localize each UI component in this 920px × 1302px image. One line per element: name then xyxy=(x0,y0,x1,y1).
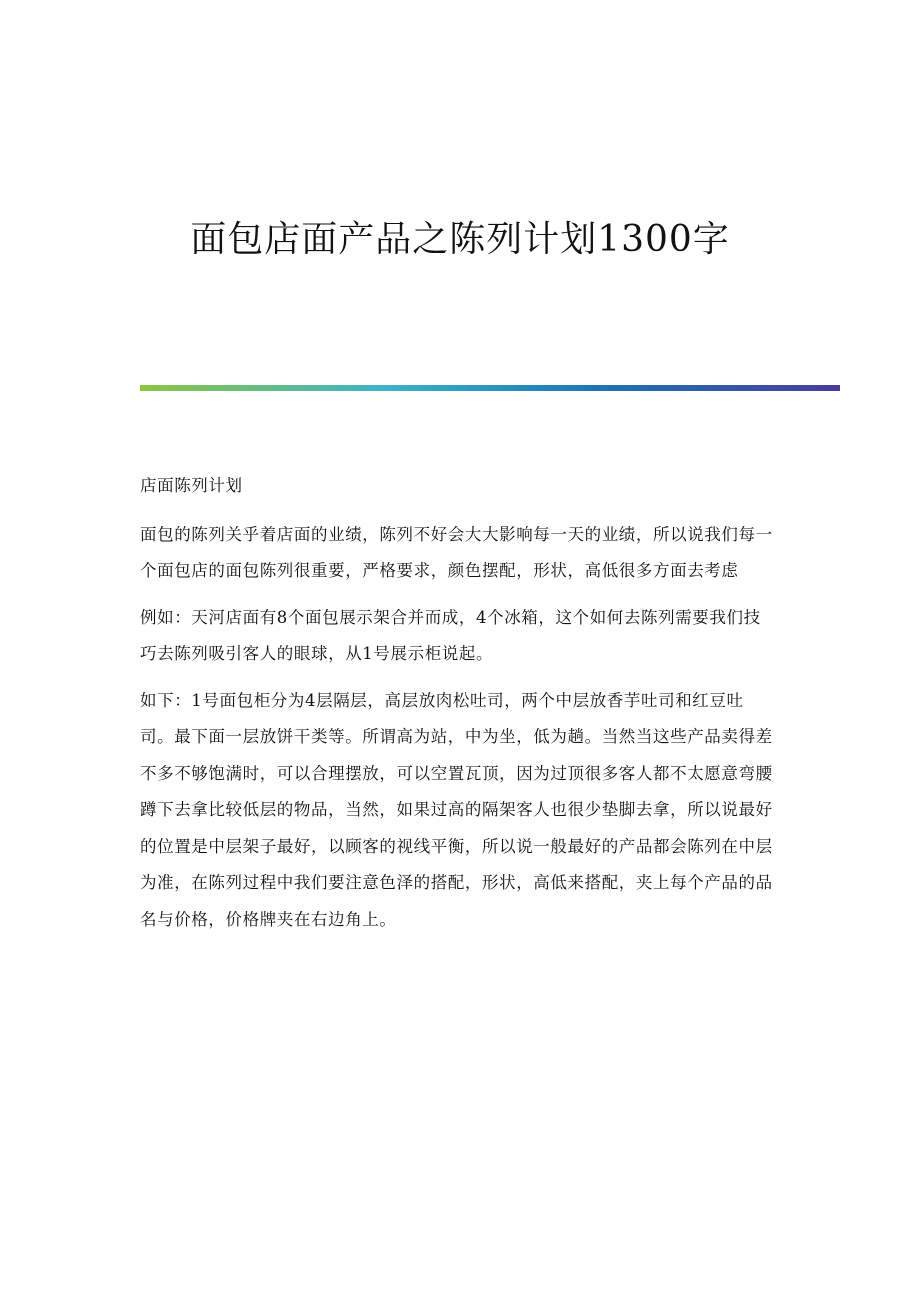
title-divider xyxy=(140,385,840,391)
section-heading: 店面陈列计划 xyxy=(140,476,243,495)
document-body xyxy=(140,468,776,948)
paragraph-intro: 面包的陈列关乎着店面的业绩，陈列不好会大大影响每一天的业绩，所以说我们每一个面包店的面包陈列很重要，严格要求，颜色摆配，形状，高低很多方面去考虑 xyxy=(140,524,773,580)
paragraph-example: 例如：天河店面有8个面包展示架合并而成，4个冰箱，这个如何去陈列需要我们技巧去陈列吸引客人的眼球，从1号展示柜说起。 xyxy=(140,607,761,663)
document-title: 面包店面产品之陈列计划1300字 xyxy=(190,219,730,260)
paragraph-details: 如下：1号面包柜分为4层隔层，高层放肉松吐司，两个中层放香芋吐司和红豆吐司。最下面一层放饼干类等。所谓高为站，中为坐，低为趟。当然当这些产品卖得差不多不够饱满时，可以合理摆放，可以空置瓦顶，因为过顶很多客人都不太愿意弯腰蹲下去拿比较低层的物品，当然，如果过高的隔架客人也很少垫脚去拿，所以说最好的位置是中层架子最好，以顾客的视线平衡，所以说一般最好的产品都会陈列在中层为准，在陈列过程中我们要注意色泽的搭配，形状，高低来搭配，夹上每个产品的品名与价格，价格牌夹在右边角上。 xyxy=(140,690,773,929)
